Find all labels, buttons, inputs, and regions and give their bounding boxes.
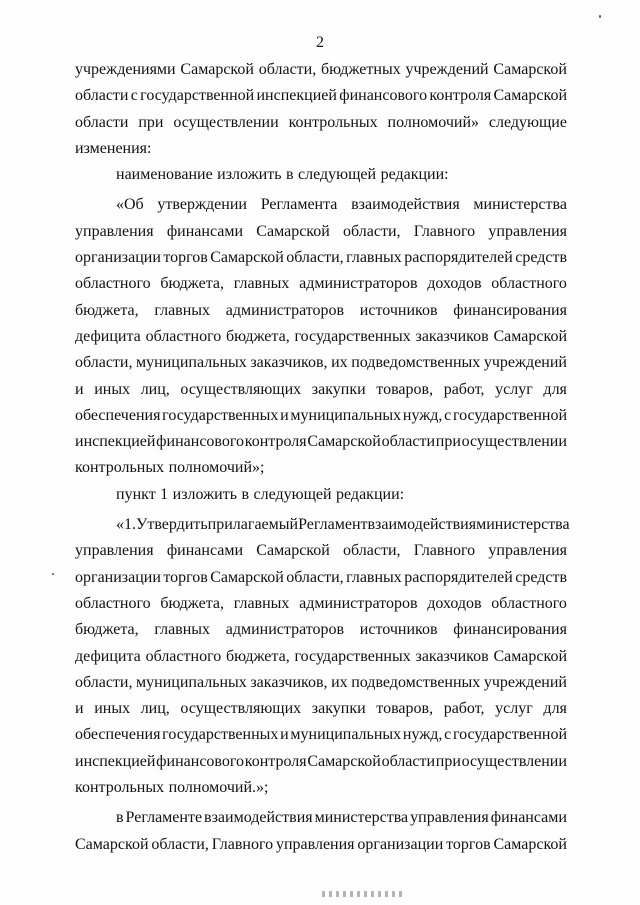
text-line: управления финансами Самарской области, Главного управления — [75, 542, 567, 560]
text-line: инспекцией финансового контроля Самарской области при осуществлении — [75, 752, 567, 770]
text-line: организации торгов Самарской области, главных распорядителей средств — [75, 568, 567, 586]
text-line: области, муниципальных заказчиков, их подведомственных учреждений — [75, 673, 567, 691]
text-line: обеспечения государственных и муниципальных нужд, с государственной — [75, 726, 567, 744]
text-line: в Регламенте взаимодействия министерства управления финансами — [116, 809, 567, 827]
document-body — [75, 57, 570, 858]
text-line: области с государственной инспекцией финансового контроля Самарской — [75, 87, 567, 105]
text-line: учреждениями Самарской области, бюджетных учреждений Самарской — [75, 61, 567, 78]
text-line: управления финансами Самарской области, Главного управления — [75, 222, 567, 240]
text-line: дефицита областного бюджета, государственных заказчиков Самарской — [75, 647, 567, 665]
text-line: наименование изложить в следующей редакции: — [116, 166, 449, 184]
text-line: и иных лиц, осуществляющих закупки товаров, работ, услуг для — [75, 380, 567, 398]
text-line: Самарской области, Главного управления организации торгов Самарской — [75, 835, 567, 853]
text-line: обеспечения государственных и муниципальных нужд, с государственной — [75, 406, 567, 424]
text-line: областного бюджета, главных администраторов доходов областного — [75, 594, 567, 612]
text-line: контрольных полномочий»; — [75, 459, 265, 477]
text-line: бюджета, главных администраторов источников финансирования — [75, 301, 567, 319]
scan-speck — [599, 15, 601, 18]
text-line: областного бюджета, главных администраторов доходов областного — [75, 275, 567, 293]
text-line: организации торгов Самарской области, главных распорядителей средств — [75, 249, 567, 267]
text-line: дефицита областного бюджета, государственных заказчиков Самарской — [75, 327, 567, 345]
text-line: области, муниципальных заказчиков, их подведомственных учреждений — [75, 354, 567, 372]
text-line: бюджета, главных администраторов источников финансирования — [75, 621, 567, 639]
text-line: «Об утверждении Регламента взаимодействия министерства — [116, 196, 567, 214]
text-line: области при осуществлении контрольных полномочий» следующие — [75, 113, 567, 131]
text-line: изменения: — [75, 139, 152, 157]
text-line: пункт 1 изложить в следующей редакции: — [116, 485, 405, 503]
scan-artifact — [322, 891, 406, 897]
text-line: и иных лиц, осуществляющих закупки товаров, работ, услуг для — [75, 700, 567, 718]
scan-speck — [52, 573, 54, 575]
text-line: контрольных полномочий.»; — [75, 779, 269, 797]
page-number: 2 — [316, 34, 324, 51]
text-line: «1. Утвердить прилагаемый Регламент взаимодействия министерства — [116, 516, 570, 534]
text-line: инспекцией финансового контроля Самарской области при осуществлении — [75, 433, 567, 451]
